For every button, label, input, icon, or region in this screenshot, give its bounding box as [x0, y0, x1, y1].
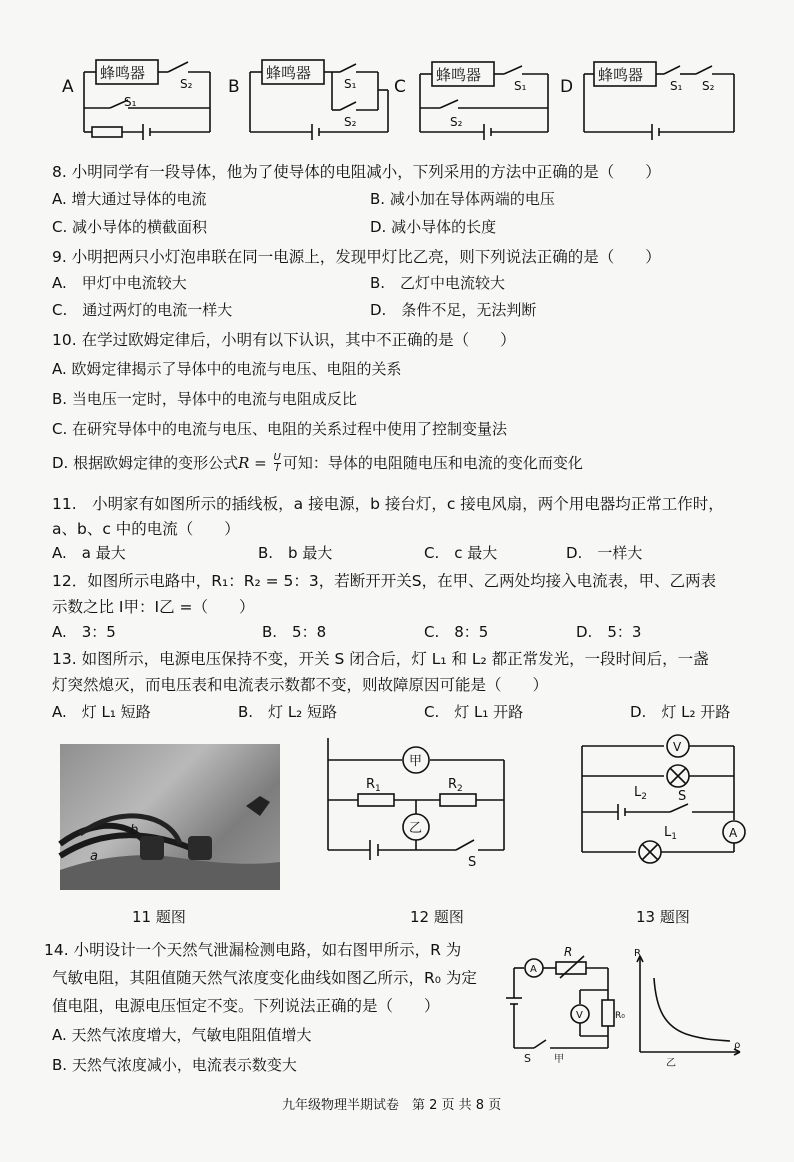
q12-option-a[interactable]: A. 3：5 — [52, 623, 116, 641]
q10-option-a[interactable]: A. 欧姆定律揭示了导体中的电流与电压、电阻的关系 — [52, 360, 402, 378]
page-footer: 九年级物理半期试卷 第 2 页 共 8 页 — [282, 1098, 502, 1113]
q12-option-c[interactable]: C. 8：5 — [424, 623, 489, 641]
svg-text:L1 — [664, 825, 677, 842]
l1-label: L — [664, 825, 672, 840]
switch-s-label-13: S — [678, 789, 687, 804]
r2-label: R — [448, 777, 458, 792]
q13-option-d[interactable]: D. 灯 L₂ 开路 — [630, 703, 731, 721]
r1-sub: 1 — [375, 784, 381, 794]
q9-stem: 9. 小明把两只小灯泡串联在同一电源上，发现甲灯比乙亮，则下列说法正确的是（ ） — [52, 248, 661, 266]
option-c-label: C — [394, 77, 406, 97]
q11-stem-line1: 11. 小明家有如图所示的插线板，a 接电源，b 接台灯，c 接电风扇，两个用电器均正常工作时， — [52, 495, 724, 513]
q12-option-b[interactable]: B. 5：8 — [262, 623, 327, 641]
q10-option-b[interactable]: B. 当电压一定时，导体中的电流与电阻成反比 — [52, 390, 357, 408]
q14-stem-line3: 值电阻，电源电压恒定不变。下列说法正确的是（ ） — [52, 997, 440, 1015]
q10-option-c[interactable]: C. 在研究导体中的电流与电压、电阻的关系过程中使用了控制变量法 — [52, 420, 508, 438]
q8-stem: 8. 小明同学有一段导体，他为了使导体的电阻减小，下列采用的方法中正确的是（ ） — [52, 163, 661, 181]
q11-stem-line2: a、b、c 中的电流（ ） — [52, 520, 240, 538]
l2-sub: 2 — [641, 792, 647, 802]
figure-11-photo — [60, 744, 280, 890]
q9-option-b[interactable]: B. 乙灯中电流较大 — [370, 274, 506, 292]
q14-axis-p: ρ — [734, 1040, 741, 1051]
option-d-label: D — [560, 77, 574, 97]
option-b-label: B — [228, 77, 240, 97]
q9-option-d[interactable]: D. 条件不足，无法判断 — [370, 301, 537, 319]
q12-stem-line2: 示数之比 I甲：I乙 =（ ） — [52, 598, 255, 616]
buzzer-label-b: 蜂鸣器 — [266, 64, 312, 82]
svg-text:S₂: S₂ — [450, 115, 463, 129]
q14-voltmeter-label: V — [576, 1010, 583, 1021]
svg-text:S₂: S₂ — [180, 77, 193, 91]
q14-fig-jia-label: 甲 — [554, 1054, 564, 1065]
voltmeter-label: V — [673, 740, 682, 754]
q14-option-b[interactable]: B. 天然气浓度减小，电流表示数变大 — [52, 1056, 297, 1074]
r1-label: R — [366, 777, 376, 792]
q11-option-b[interactable]: B. b 最大 — [258, 544, 333, 562]
q13-stem-line2: 灯突然熄灭，而电压表和电流表示数都不变，则故障原因可能是（ ） — [52, 676, 549, 694]
option-a-label: A — [62, 77, 74, 97]
q10-d-denominator: I — [275, 463, 279, 474]
q12-option-d[interactable]: D. 5：3 — [576, 623, 642, 641]
buzzer-label-a: 蜂鸣器 — [100, 64, 146, 82]
q10-d-fraction — [274, 453, 281, 474]
q14-ammeter-label: A — [530, 964, 537, 975]
q14-stem-line1: 14. 小明设计一个天然气泄漏检测电路，如右图甲所示，R 为 — [44, 941, 462, 959]
plug-label-b: b — [130, 823, 139, 838]
q10-d-prefix: D. 根据欧姆定律的变形公式 — [52, 454, 239, 472]
q14-option-a[interactable]: A. 天然气浓度增大，气敏电阻阻值增大 — [52, 1026, 312, 1044]
q8-option-b[interactable]: B. 减小加在导体两端的电压 — [370, 190, 555, 208]
meter-jia-label: 甲 — [409, 754, 423, 769]
q8-option-a[interactable]: A. 增大通过导体的电流 — [52, 190, 207, 208]
svg-text:S₂: S₂ — [344, 115, 357, 129]
q14-r0-label: R₀ — [615, 1011, 625, 1021]
q8-option-c[interactable]: C. 减小导体的横截面积 — [52, 218, 208, 236]
q11-option-a[interactable]: A. a 最大 — [52, 544, 126, 562]
q14-axis-r: R — [634, 948, 641, 959]
l2-label: L — [634, 785, 642, 800]
svg-text:R2 — [448, 777, 463, 794]
q14-switch-label: S — [524, 1052, 531, 1065]
q12-stem-line1: 12．如图所示电路中，R₁：R₂ = 5：3，若断开开关S，在甲、乙两处均接入电流表，甲、乙两表 — [52, 572, 717, 590]
buzzer-label-d: 蜂鸣器 — [598, 66, 644, 84]
q10-d-formula: R = — [238, 454, 272, 472]
q11-option-c[interactable]: C. c 最大 — [424, 544, 498, 562]
q14-resistance-curve — [654, 978, 730, 1041]
q10-option-d[interactable] — [52, 452, 583, 474]
figure-13-caption: 13 题图 — [636, 908, 690, 926]
switch-s-label-12: S — [468, 855, 477, 870]
meter-yi-label: 乙 — [409, 821, 423, 836]
q14-r-label: R — [564, 945, 573, 959]
svg-text:S₁: S₁ — [124, 95, 137, 109]
svg-text:S₂: S₂ — [702, 79, 715, 93]
svg-text:L2 — [634, 785, 647, 802]
buzzer-label-c: 蜂鸣器 — [436, 66, 482, 84]
q13-option-b[interactable]: B. 灯 L₂ 短路 — [238, 703, 337, 721]
q10-d-numerator: U — [273, 452, 281, 463]
q8-option-d[interactable]: D. 减小导体的长度 — [370, 218, 497, 236]
q14-fig-yi-label: 乙 — [666, 1058, 676, 1069]
r2-sub: 2 — [457, 784, 463, 794]
q9-option-a[interactable]: A. 甲灯中电流较大 — [52, 274, 187, 292]
svg-text:S₁: S₁ — [344, 77, 357, 91]
figure-11-caption: 11 题图 — [132, 908, 186, 926]
top-circuits-figure — [0, 0, 794, 150]
q13-stem-line1: 13. 如图所示，电源电压保持不变，开关 S 闭合后，灯 L₁ 和 L₂ 都正常发光，一段时间后，一盏 — [52, 650, 709, 668]
power-strip-illustration — [60, 744, 280, 890]
q14-stem-line2: 气敏电阻，其阻值随天然气浓度变化曲线如图乙所示，R₀ 为定 — [52, 969, 477, 987]
svg-text:S₁: S₁ — [670, 79, 683, 93]
figure-12-caption: 12 题图 — [410, 908, 464, 926]
svg-text:R1 — [366, 777, 381, 794]
q10-stem: 10. 在学过欧姆定律后，小明有以下认识，其中不正确的是（ ） — [52, 331, 516, 349]
q9-option-c[interactable]: C. 通过两灯的电流一样大 — [52, 301, 233, 319]
figure-13-circuit — [574, 734, 774, 874]
q13-option-c[interactable]: C. 灯 L₁ 开路 — [424, 703, 524, 721]
figure-12-circuit — [318, 738, 514, 868]
svg-text:S₁: S₁ — [514, 79, 527, 93]
ammeter-label: A — [729, 826, 738, 840]
q11-option-d[interactable]: D. 一样大 — [566, 544, 643, 562]
plug-label-a: a — [90, 849, 98, 864]
figure-14-circuit — [500, 944, 625, 1065]
q10-d-suffix: 可知：导体的电阻随电压和电流的变化而变化 — [282, 454, 583, 472]
figure-14-graph — [630, 948, 750, 1068]
l1-sub: 1 — [671, 832, 677, 842]
q13-option-a[interactable]: A. 灯 L₁ 短路 — [52, 703, 151, 721]
